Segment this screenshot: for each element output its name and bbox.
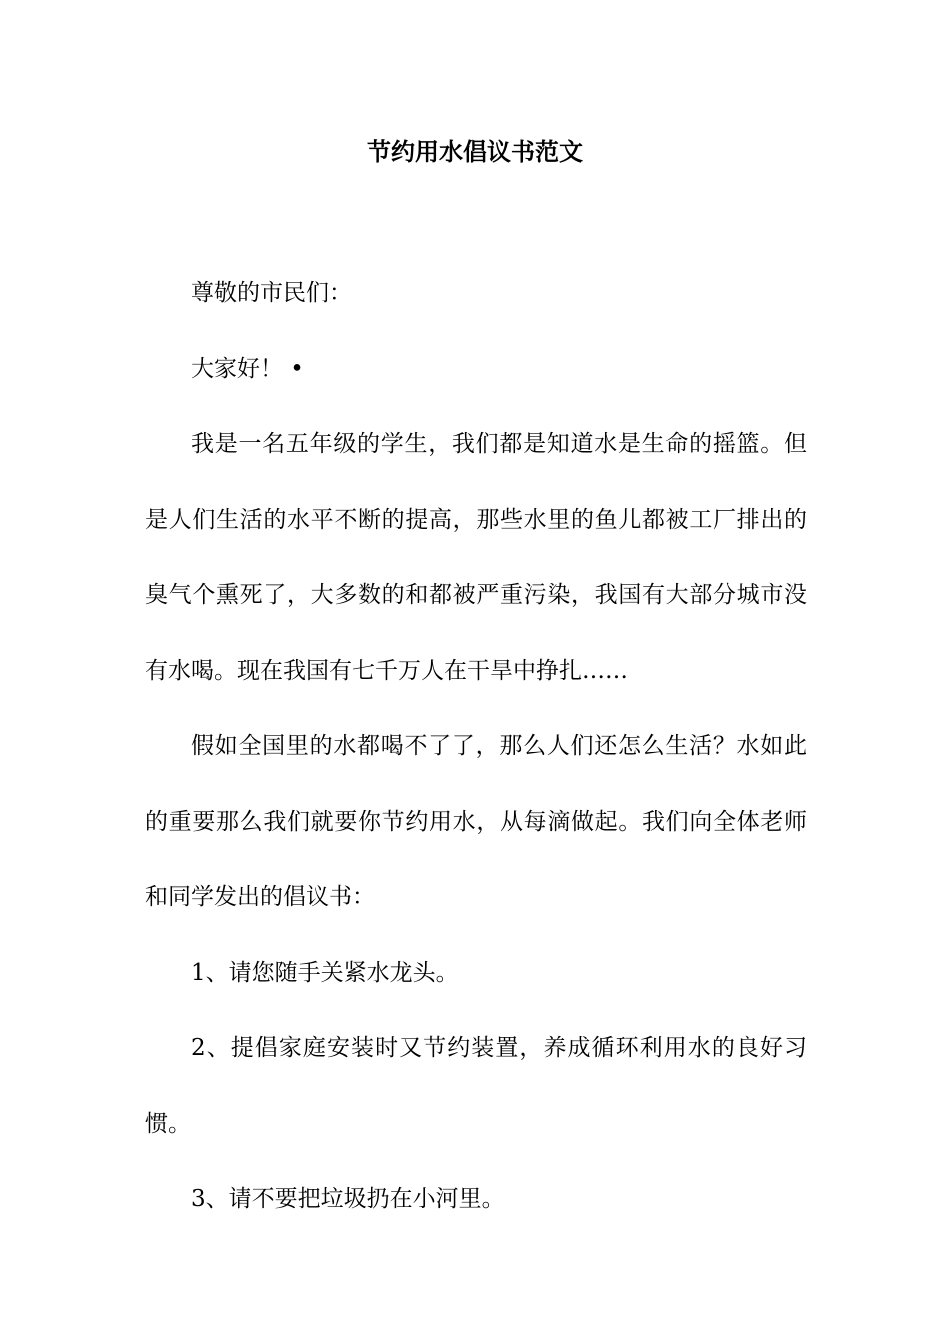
greeting-paragraph: 大家好！ • [191, 355, 304, 382]
salutation-paragraph: 尊敬的市民们： [191, 280, 352, 306]
document-title: 节约用水倡议书范文 [367, 138, 583, 166]
document-body [145, 256, 807, 1238]
appeal-paragraph: 假如全国里的水都喝不了了，那么人们还怎么生活？水如此的重要那么我们就要你节约用水，从每滴做起。我们向全体老师和同学发出的倡议书： [145, 733, 807, 910]
proposal-item-3: 3、请不要把垃圾扔在小河里。 [191, 1186, 505, 1212]
proposal-item-1: 1、请您随手关紧水龙头。 [191, 959, 459, 986]
intro-paragraph: 我是一名五年级的学生，我们都是知道水是生命的摇篮。但是人们生活的水平不断的提高，那些水里的鱼儿都被工厂排出的臭气个熏死了，大多数的和都被严重污染，我国有大部分城市没有水喝。现在我国有七千万人在干旱中挣扎…… [145, 431, 807, 684]
proposal-item-2: 2、提倡家庭安装时又节约装置，养成循环利用水的良好习惯。 [145, 1035, 807, 1137]
